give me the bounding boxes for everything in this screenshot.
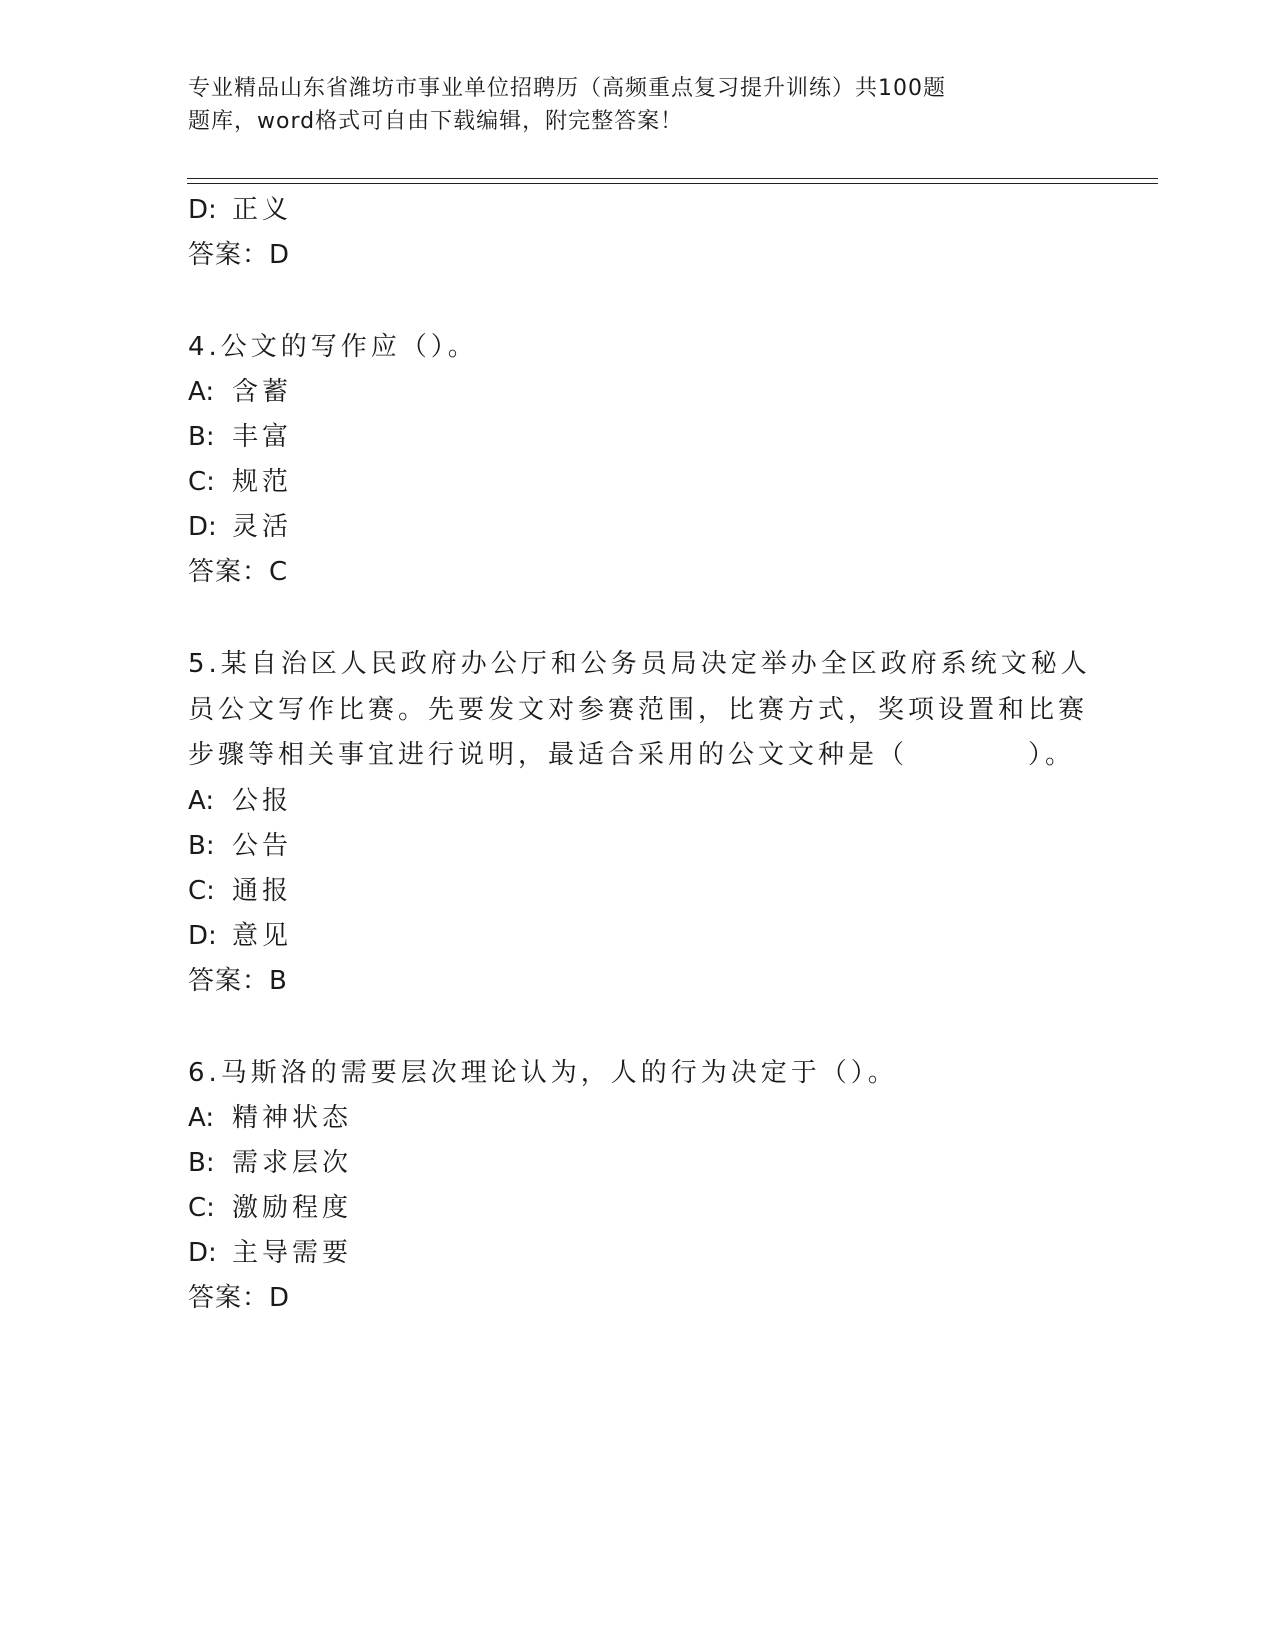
option-key: C: <box>188 467 215 497</box>
question-5-line-1: 5.某自治区人民政府办公厅和公务员局决定举办全区政府系统文秘人 <box>188 649 1091 679</box>
question-5-text <box>188 642 1091 779</box>
question-5-option-c <box>188 869 1088 914</box>
option-text: 精神状态 <box>232 1102 353 1133</box>
question-6-option-c <box>188 1186 1088 1231</box>
option-text: 正义 <box>232 195 293 225</box>
option-key: B: <box>188 1147 215 1178</box>
question-5-answer: 答案：B <box>188 965 288 996</box>
question-5-line-3: 步骤等相关事宜进行说明，最适合采用的公文文种是（ ）。 <box>188 740 1076 770</box>
question-4-option-a <box>188 370 1088 415</box>
question-4-option-d <box>188 505 1088 550</box>
question-4-answer: 答案：C <box>188 557 289 587</box>
option-key: A: <box>188 785 215 816</box>
option-key: C: <box>188 875 215 906</box>
option-text: 含蓄 <box>232 377 293 407</box>
option-text: 公报 <box>232 785 293 816</box>
option-text: 意见 <box>232 920 293 951</box>
option-text: 公告 <box>232 830 293 861</box>
question-4-option-c <box>188 460 1088 505</box>
header-title-line-1: 专业精品山东省潍坊市事业单位招聘历（高频重点复习提升训练）共100题 <box>188 76 946 101</box>
option-text: 规范 <box>232 467 293 497</box>
answer-line: 答案：D <box>188 240 291 270</box>
question-5-option-d <box>188 914 1088 959</box>
option-key: A: <box>188 1102 215 1133</box>
question-5-option-a <box>188 779 1088 824</box>
question-5-line-2: 员公文写作比赛。先要发文对参赛范围，比赛方式，奖项设置和比赛 <box>188 694 1089 725</box>
option-key: D: <box>188 195 217 225</box>
question-6-option-d <box>188 1231 1088 1276</box>
option-key: D: <box>188 1237 217 1268</box>
option-text: 丰富 <box>232 422 293 452</box>
option-key: D: <box>188 920 217 951</box>
page-header <box>188 72 1028 138</box>
option-key: D: <box>188 512 217 542</box>
header-divider-bottom <box>187 183 1158 184</box>
option-text: 需求层次 <box>232 1147 353 1178</box>
question-6-option-a <box>188 1096 1088 1141</box>
option-text: 激励程度 <box>232 1192 353 1223</box>
question-6-answer: 答案：D <box>188 1282 291 1313</box>
option-d <box>188 188 1088 233</box>
question-5-option-b <box>188 824 1088 869</box>
option-text: 灵活 <box>232 512 293 542</box>
option-text: 通报 <box>232 875 293 906</box>
option-text: 主导需要 <box>232 1237 353 1268</box>
option-key: C: <box>188 1192 215 1223</box>
option-key: B: <box>188 422 215 452</box>
question-content <box>188 188 1091 1321</box>
header-divider-top <box>187 178 1158 179</box>
question-6-text: 6.马斯洛的需要层次理论认为，人的行为决定于（）。 <box>188 1057 898 1088</box>
option-key: B: <box>188 830 215 861</box>
question-6-option-b <box>188 1141 1088 1186</box>
header-title-line-2: 题库，word格式可自由下载编辑，附完整答案！ <box>188 109 684 134</box>
question-4-option-b <box>188 415 1088 460</box>
question-4-text: 4.公文的写作应（）。 <box>188 332 478 362</box>
option-key: A: <box>188 377 215 407</box>
